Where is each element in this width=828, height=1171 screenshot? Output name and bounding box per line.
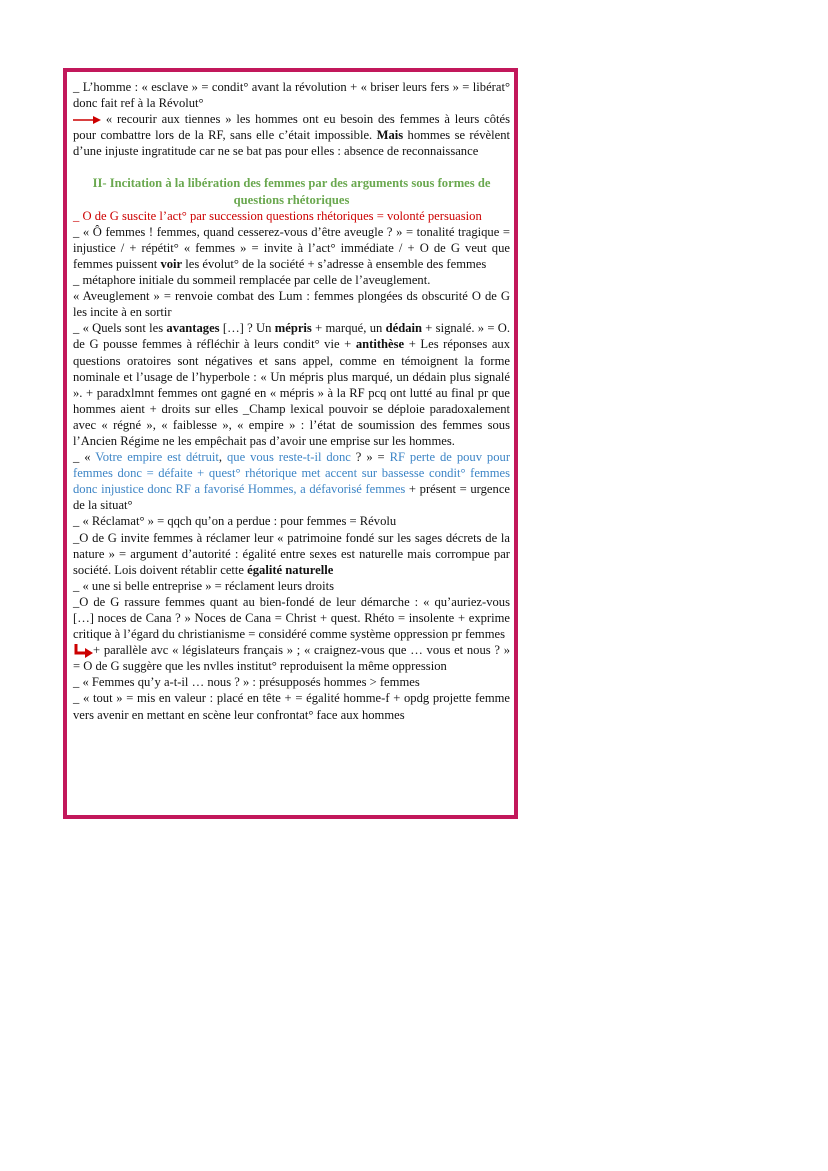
- text-line: _ « Quels sont les: [73, 321, 164, 336]
- text-line: « recourir aux tiennes » les hommes ont eu besoin des femmes à leurs côtés pour combattre lors de la RF, sans elle c’était impossible.: [73, 112, 510, 143]
- paragraph-legislateurs: [73, 642, 510, 674]
- text-line: _ «: [73, 450, 96, 465]
- bold-word: antithèse: [355, 337, 405, 352]
- paragraph-empire-detruit: [73, 449, 510, 513]
- paragraph-aveuglement: « Aveuglement » = renvoie combat des Lum : femmes plongées ds obscurité O de G les incite à en sortir: [73, 289, 510, 320]
- paragraph-patrimoine: [73, 530, 510, 578]
- text-line: hommes se révèlent d’une injuste ingratitude car ne se bat pas pour elles : absence de reconnaissance: [73, 128, 510, 159]
- text-line: + présent = urgence de la situat°: [73, 482, 510, 513]
- paragraph-noces-cana: _O de G rassure femmes quant au bien-fondé de leur démarche : « qu’auriez-vous […] noces de Cana ? » Noces de Cana = Christ + quest. Rhéto = insolente + exprime critique à l’égard du christianisme = considéré comme système oppression pr femmes: [73, 594, 510, 642]
- bold-word: avantages: [166, 321, 220, 336]
- paragraph-belle-entreprise: _ « une si belle entreprise » = réclament leurs droits: [73, 578, 334, 593]
- paragraph-avantages: [73, 320, 510, 449]
- paragraph-tout: _ « tout » = mis en valeur : placé en tête + = égalité homme-f + opdg projette femme vers avenir en mettant en scène leur confrontat° face aux hommes: [73, 691, 510, 722]
- text-line: _ « Ô femmes ! femmes, quand cesserez-vous d’être aveugle ? » = tonalité tragique = injustice / + répétit° « femmes » = invite à l’act° immédiate / + O de G veut que femmes puissent: [73, 224, 510, 271]
- section-title: II- Incitation à la libération des femmes par des arguments sous formes de questions rhétoriques: [92, 176, 491, 207]
- bold-word: Mais: [376, 128, 404, 143]
- highlight-text: RF perte de pouv pour femmes donc = défaite + quest° rhétorique met accent sur bassesse condit° femmes donc injustice donc RF a favorisé Hommes, a défavorisé femmes: [73, 450, 511, 497]
- highlight-text: que vous reste-t-il donc: [226, 450, 351, 465]
- paragraph-o-femmes: [73, 224, 510, 272]
- bold-word: dédain: [385, 321, 422, 336]
- paragraph-questions-rhetoriques: _ O de G suscite l’act° par succession questions rhétoriques = volonté persuasion: [73, 208, 482, 223]
- text-line: […] ? Un: [222, 321, 272, 336]
- paragraph-metaphore: _ métaphore initiale du sommeil remplacée par celle de l’aveuglement.: [73, 273, 431, 288]
- text-line: _ L’homme : « esclave » = condit° avant la révolution + « briser leurs fers » = libérat° donc fait ref à la Révolut°: [73, 80, 510, 111]
- corner-arrow-icon: [73, 644, 93, 658]
- paragraph-femmes-quy: _ « Femmes qu’y a-t-il … nous ? » : présupposés hommes > femmes: [73, 675, 420, 690]
- bold-word: mépris: [274, 321, 312, 336]
- text-line: + marqué, un: [315, 321, 383, 336]
- spacer: [73, 159, 510, 175]
- bold-word: voir: [160, 256, 183, 271]
- text-line: ,: [218, 450, 227, 465]
- text-line: + signalé. » = O. de G pousse femmes à réfléchir à leurs condit° vie +: [73, 321, 511, 352]
- text-line: les évolut° de la société + s’adresse à ensemble des femmes: [185, 256, 487, 271]
- paragraph-recourir: [73, 111, 510, 159]
- bold-word: égalité naturelle: [247, 562, 334, 577]
- paragraph-homme-esclave: [73, 79, 510, 111]
- text-line: ? » =: [350, 450, 390, 465]
- text-line: + parallèle avc « législateurs français » ; « craignez-vous que … vous et nous ? » = O de G suggère que les nvlles institut° reproduisent la même oppression: [73, 643, 510, 674]
- note-content: [73, 79, 510, 723]
- paragraph-reclamat: _ « Réclamat° » = qqch qu’on a perdue : pour femmes = Révolu: [73, 514, 397, 529]
- highlight-text: Votre empire est détruit: [95, 450, 219, 465]
- right-arrow-icon: [73, 115, 101, 125]
- text-line: _O de G invite femmes à réclamer leur « patrimoine fondé sur les sages décrets de la nature » = argument d’autorité : égalité entre sexes est naturelle mais corrompue par société. Lois doivent rétablir cette: [73, 530, 510, 577]
- text-line: + Les réponses aux questions oratoires sont négatives et sans appel, comme en témoignent la forme nominale et l’usage de l’hyperbole : « Un mépris plus marqué, un dédain plus signalé ». + paradxlmnt femmes ont gagné en « mépris » à la RF pcq ont lutté au final pr que hommes aient + droits sur elles _Champ lexical pouvoir se déploie paradoxalement avec « régné », « faiblesse », « empire » : l’état de soumission des femmes sous l’Ancien Régime ne les empêchait pas d’avoir une emprise sur les hommes.: [73, 337, 511, 448]
